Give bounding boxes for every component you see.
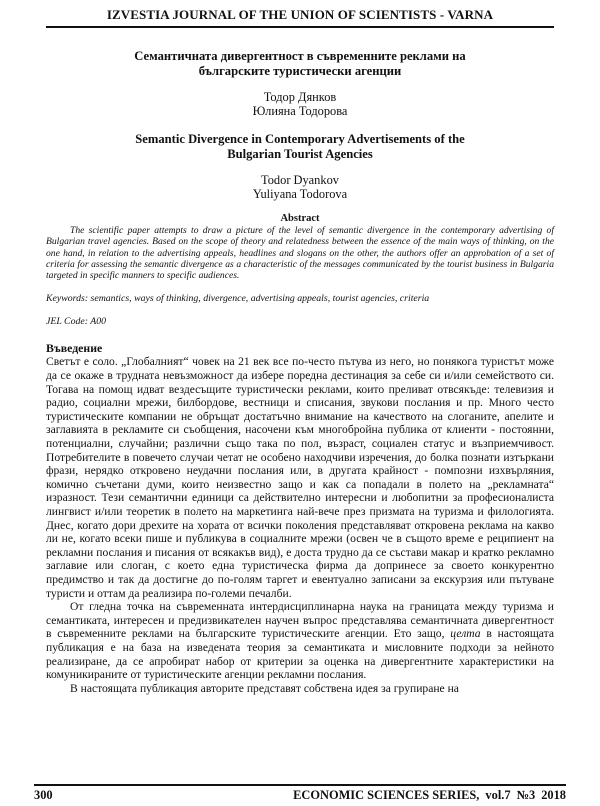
paragraph-1: Светът е соло. „Глобалният“ човек на 21 век все по-често пътува из него, но понякога туристът може да се окаже в трудната невъзможност да избере поредна дестинация за себе си и/или семейството си. Тогава на помощ идват вездесъщите туристически реклами, които преливат отвсякъде: телевизия и радио, социални мрежи, билбордове, вестници и списания, звукови послания и пр. Много често туристическите компании не обръщат достатъчно внимание на качеството на слоганите, апелите и заглавията в рекламите си съобщения, насочени към многобройна публика от клиенти - постоянни, потенциални, случайни; различни също така по пол, възраст, социален статус и възприемчивост. Потребителите в повечето случаи четат не особено находчиви изречения, до болка познати изтъркани фрази, нерядко откровено неудачни послания или, в другата крайност - помпозни изхвърляния, комично съчетани думи, които неизвестно защо и как са попадали в полето на „рекламната“ изразност. Тези семантични единици са действително интересни и любопитни за професионалиста лингвист и/или теоретик в полето на маркетинга най-вече през призмата на туризма и филологията. Днес, когато дори дрехите на хората от всички поколения представляват откровена реклама на какво ли не, когато всеки пише и публикува в социалните мрежи (освен че в същото време е реципиент на рекламни послания и писания от всякакъв вид), е доста трудно да се състави макар и кратко рекламно заглавие или слоган, с което една туристическа фирма да допринесе за своето конкурентно предимство и так да достигне до по-голям таргет и евентуално записани за екскурзия или пътуване туристи и оттам да реализира по-големи печалби.: [46, 355, 554, 600]
author-bg-2: Юлияна Тодорова: [252, 104, 348, 118]
paragraph-2-part2: в настоящата публикация е на база на изведената теория за семантиката и мисловните подходи за нейното реализиране, да се апробират набор от критерии за оценка на дивергентните характеристики на комуникираните от туристическите агенции рекламни послания.: [46, 627, 555, 682]
journal-header: IZVESTIA JOURNAL OF THE UNION OF SCIENTISTS - VARNA: [46, 6, 554, 28]
paragraph-2-emphasis: целта: [450, 627, 481, 641]
issue: №3: [516, 788, 536, 802]
authors-english: [46, 173, 554, 201]
paragraph-3: В настоящата публикация авторите представят собствена идея за групиране на: [70, 681, 459, 695]
keywords: Keywords: semantics, ways of thinking, divergence, advertising appeals, tourist agencies, criteria: [46, 293, 430, 305]
volume: vol.7: [485, 788, 511, 802]
series-name: ECONOMIC SCIENCES SERIES,: [293, 788, 480, 802]
introduction-body: [46, 355, 554, 695]
section-heading-introduction: Въведение: [46, 341, 103, 356]
abstract-text: The scientific paper attempts to draw a picture of the level of semantic divergence in the contemporary advertising of Bulgarian travel agencies. Based on the scope of theory and relatedness between the essence of the main ways of thinking, on the one hand, in relation to the advertising appeals, headlines and slogans on the other, the authors offer an approbation of a set of criteria for assessing the semantic divergence as a characteristic of the messages communicated by the tourist business in Bulgaria targeted in specific manners to specific audiences.: [46, 225, 554, 282]
author-en-1: Todor Dyankov: [261, 173, 339, 187]
title-bg-line1: Семантичната дивергентност в съвременните реклами на: [134, 49, 466, 63]
title-bg-line2: българските туристически агенции: [198, 63, 402, 78]
year: 2018: [541, 788, 566, 802]
title-en-line2: Bulgarian Tourist Agencies: [227, 146, 373, 161]
title-en-line1: Semantic Divergence in Contemporary Advertisements of the: [135, 132, 465, 146]
page-footer: [34, 784, 566, 802]
paragraph-2: [46, 600, 554, 682]
title-english: [46, 132, 554, 161]
abstract-heading: Abstract: [280, 213, 320, 224]
jel-code: JEL Code: A00: [46, 316, 107, 328]
paper-page: [0, 6, 600, 806]
title-bulgarian: [46, 49, 554, 78]
page-number: 300: [34, 788, 53, 802]
paragraph-2-part1: От гледна точка на съвременната интердисциплинарна наука на границата между туризма и семантиката, интересен и предизвикателен научен въпрос представлява семантичната дивергентност в съвременните реклами на българските туристическите агенции. Ето защо,: [46, 600, 554, 641]
author-bg-1: Тодор Дянков: [263, 90, 337, 104]
authors-bulgarian: [46, 90, 554, 118]
author-en-2: Yuliyana Todorova: [252, 187, 348, 201]
